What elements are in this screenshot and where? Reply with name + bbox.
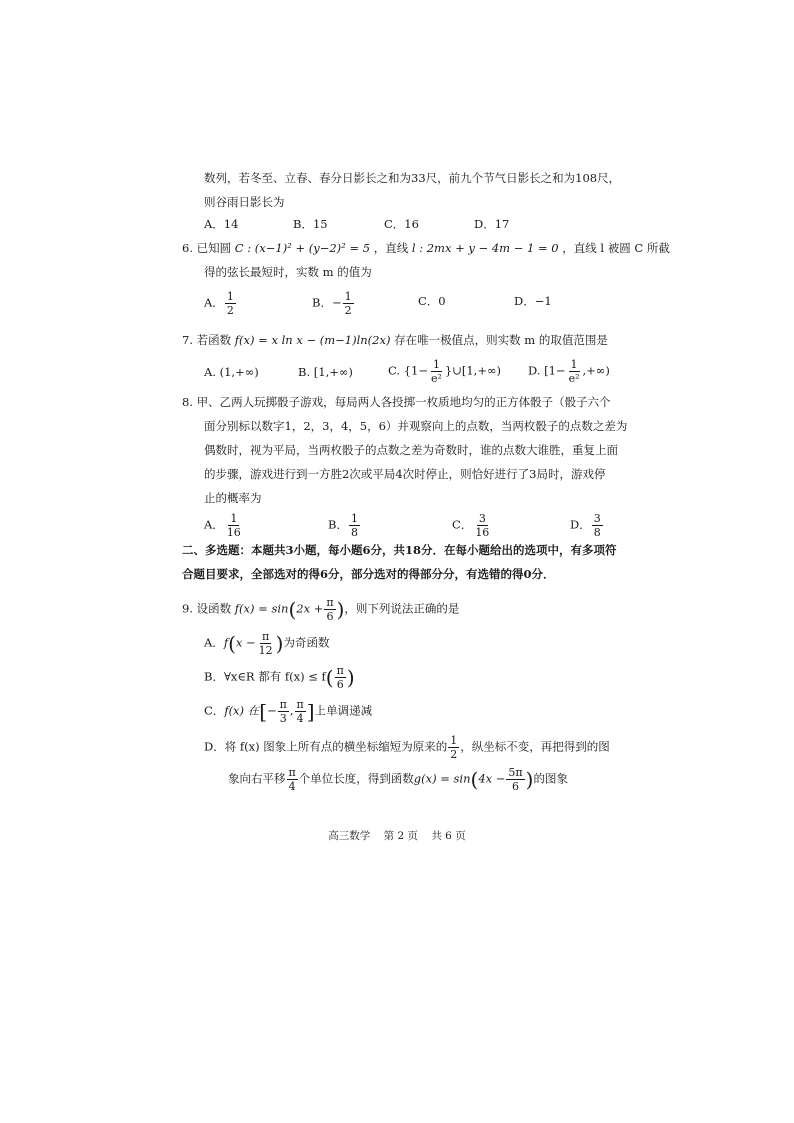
q7-option-a: A. (1,+∞) (204, 365, 259, 379)
fraction-numerator: 1 (450, 734, 458, 747)
q9-option-a: A．f(x − $\frac{\pi}{12}$ )为奇函数 (204, 630, 330, 657)
q9-option-d-g-inner: 4x − (478, 771, 506, 786)
q7-option-b: B. [1,+∞) (298, 365, 353, 379)
q8-option-a-fraction (225, 512, 243, 539)
fraction-denominator: 8 (350, 526, 358, 539)
fraction-numerator: 1 (432, 358, 440, 371)
q5-option-d: D．17 (474, 217, 510, 231)
fraction-denominator: 2 (450, 748, 458, 761)
q9-function-fraction (324, 596, 335, 623)
q6-circle-equation: C : (x−1)² + (y−2)² = 5 (234, 241, 371, 255)
q8-option-d (570, 512, 604, 539)
fraction-denominator: 2 (226, 304, 234, 317)
q7-suffix: 存在唯一极值点，则实数 m 的取值范围是 (394, 333, 608, 347)
q9-option-c-label: C． (204, 703, 225, 718)
q7-prefix: 7. 若函数 (182, 333, 232, 347)
q6-option-a-fraction (225, 290, 236, 317)
q7-function: f(x) = x ln x − (m−1)ln(2x) (234, 333, 391, 347)
q9-option-c-text: f(x) 在 (224, 703, 260, 718)
q8-stem-line3: 偶数时，视为平局，当两枚骰子的点数之差为奇数时，谁的点数大谁胜，重复上面 (204, 443, 618, 457)
q7-option-d-tail: ,+∞) (582, 363, 610, 378)
q9-option-d-shift (287, 766, 298, 793)
fraction-denominator: 4 (288, 780, 296, 793)
q9-option-d-g: g(x) = sin (413, 771, 471, 786)
q7-option-c (388, 358, 501, 385)
q6-suffix: ，直线 l 被圆 C 所截 (562, 241, 670, 255)
fraction-numerator: π (288, 766, 296, 779)
fraction-denominator: 12 (258, 644, 273, 657)
fraction-numerator: π (326, 596, 334, 609)
q9-option-a-label: A． (204, 635, 224, 650)
q9-option-d-line2-suffix: 的图象 (533, 771, 568, 786)
q6-option-a-label: A． (204, 295, 224, 310)
q9-function-inner: 2x + (296, 601, 324, 616)
q9-option-d-prefix: D．将 f(x) 图象上所有点的横坐标缩短为原来的 (204, 739, 448, 754)
q9-option-a-inner: x − (235, 635, 256, 650)
q6-line-equation: l : 2mx + y − 4m − 1 = 0 (411, 241, 559, 255)
fraction-denominator: 2 (344, 304, 352, 317)
fraction-numerator: 1 (230, 512, 238, 525)
fraction-denominator: 4 (296, 712, 304, 725)
section2-heading-line2: 合题目要求，全部选对的得6分，部分选对的得部分分，有选错的得0分． (182, 567, 555, 581)
fraction-numerator: π (296, 698, 304, 711)
q6-stem-line2: 得的弦长最短时，实数 m 的值为 (204, 265, 372, 279)
q6-stem-line1 (182, 240, 670, 256)
q5-continuation-line2: 则谷雨日影长为 (204, 195, 285, 209)
q5-option-a: A．14 (204, 217, 239, 231)
q7-option-d (528, 358, 610, 385)
q6-option-b (312, 290, 355, 317)
q8-option-d-fraction (592, 512, 603, 539)
fraction-denominator: 8 (593, 526, 601, 539)
q8-option-c (452, 512, 492, 539)
q5-option-b: B．15 (293, 217, 328, 231)
q7-option-d-fraction (567, 358, 582, 385)
fraction-denominator: e² (430, 372, 442, 385)
q8-option-b-fraction (349, 512, 360, 539)
q6-option-b-label: B．− (312, 295, 342, 310)
fraction-numerator: 1 (350, 512, 358, 525)
fraction-numerator: 5π (508, 766, 523, 779)
q9-option-a-tail: 为奇函数 (283, 635, 330, 650)
q5-continuation-line1: 数列，若冬至、立春、春分日影长之和为33尺，前九个节气日影长之和为108尺， (204, 171, 621, 185)
q9-option-c-tail: 上单调递减 (314, 703, 373, 718)
q9-suffix: ，则下列说法正确的是 (344, 601, 460, 616)
fraction-numerator: 1 (226, 290, 234, 303)
q9-option-b-text: ∀x∈R 都有 f(x) ≤ f (223, 669, 326, 684)
q8-option-d-label: D． (570, 517, 591, 532)
fraction-numerator: 3 (478, 512, 486, 525)
q8-option-b-label: B． (328, 517, 348, 532)
q6-option-c: C．0 (418, 294, 446, 308)
q8-option-a (204, 512, 244, 539)
q9-option-d-line1 (204, 734, 610, 761)
q7-option-c-label: C. {1− (388, 363, 428, 378)
q9-option-c: C．f(x) 在[− $\frac{\pi}{3}$ , $\frac{\pi}{4}$ ]上单调递减 (204, 698, 373, 725)
fraction-numerator: π (279, 698, 287, 711)
fraction-numerator: π (336, 664, 344, 677)
q9-option-b-label: B． (204, 669, 224, 684)
section2-heading-line1: 二、多选题：本题共3小题，每小题6分，共18分．在每小题给出的选项中，有多项符 (182, 543, 617, 557)
fraction-numerator: 1 (570, 358, 578, 371)
q7-option-c-tail: }∪[1,+∞) (444, 363, 502, 378)
q9-function-left: f(x) = sin (234, 601, 289, 616)
q9-option-d-g-fraction (506, 766, 524, 793)
q6-mid: ，直线 (373, 241, 409, 255)
q9-option-b: B．∀x∈R 都有 f(x) ≤ f( $\frac{\pi}{6}$ ) (204, 664, 355, 691)
q9-option-d-line2: 象向右平移 $\frac{\pi}{4}$ 个单位长度，得到函数g(x) = sin(4x − $\frac{5\pi}{6}$ )的图象 (228, 766, 568, 793)
q8-stem-line5: 止的概率为 (204, 491, 262, 505)
q8-option-a-label: A． (204, 517, 224, 532)
q9-option-d-suffix: ，纵坐标不变，再把得到的图 (460, 739, 610, 754)
fraction-denominator: 6 (336, 678, 344, 691)
fraction-numerator: 3 (593, 512, 601, 525)
q8-option-b (328, 512, 361, 539)
q9-option-d-half (448, 734, 459, 761)
q9-option-d-line2-prefix: 象向右平移 (228, 771, 286, 786)
q6-option-a (204, 290, 237, 317)
q8-option-c-label: C． (452, 517, 473, 532)
q9-option-c-fraction-2 (295, 698, 306, 725)
q8-option-c-fraction (473, 512, 491, 539)
q8-stem-line2: 面分别标以数字1，2，3，4，5，6）并观察向上的点数，当两枚骰子的点数之差为 (204, 419, 628, 433)
q5-option-c: C．16 (384, 217, 419, 231)
q9-option-a-f: f (223, 635, 229, 650)
fraction-denominator: 3 (279, 712, 287, 725)
fraction-denominator: 6 (326, 610, 334, 623)
q7-stem (182, 332, 608, 348)
page-footer: 高三数学 第 2 页 共 6 页 (328, 830, 466, 842)
q9-option-b-fraction (335, 664, 346, 691)
fraction-numerator: π (262, 630, 270, 643)
fraction-denominator: e² (568, 372, 580, 385)
fraction-denominator: 16 (226, 526, 241, 539)
q6-prefix: 6. 已知圆 (182, 241, 232, 255)
q6-option-d: D．−1 (514, 294, 552, 308)
fraction-numerator: 1 (344, 290, 352, 303)
q9-prefix: 9. 设函数 (182, 601, 232, 616)
q7-option-d-label: D. [1− (528, 363, 566, 378)
fraction-denominator: 16 (475, 526, 490, 539)
q9-stem: 9. 设函数 f(x) = sin(2x + $\frac{\pi}{6}$ )，则下列说法正确的是 (182, 596, 460, 623)
q6-option-b-fraction (343, 290, 354, 317)
q9-option-c-fraction-1 (278, 698, 289, 725)
q9-option-d-line2-mid: 个单位长度，得到函数 (298, 771, 414, 786)
q8-stem-line1: 8. 甲、乙两人玩掷骰子游戏，每局两人各投掷一枚质地均匀的正方体骰子（骰子六个 (182, 395, 611, 409)
q7-option-c-fraction (429, 358, 444, 385)
q9-option-a-fraction (257, 630, 275, 657)
fraction-denominator: 6 (512, 780, 520, 793)
q8-stem-line4: 的步骤，游戏进行到一方胜2次或平局4次时停止，则恰好进行了3局时，游戏停 (204, 467, 606, 481)
